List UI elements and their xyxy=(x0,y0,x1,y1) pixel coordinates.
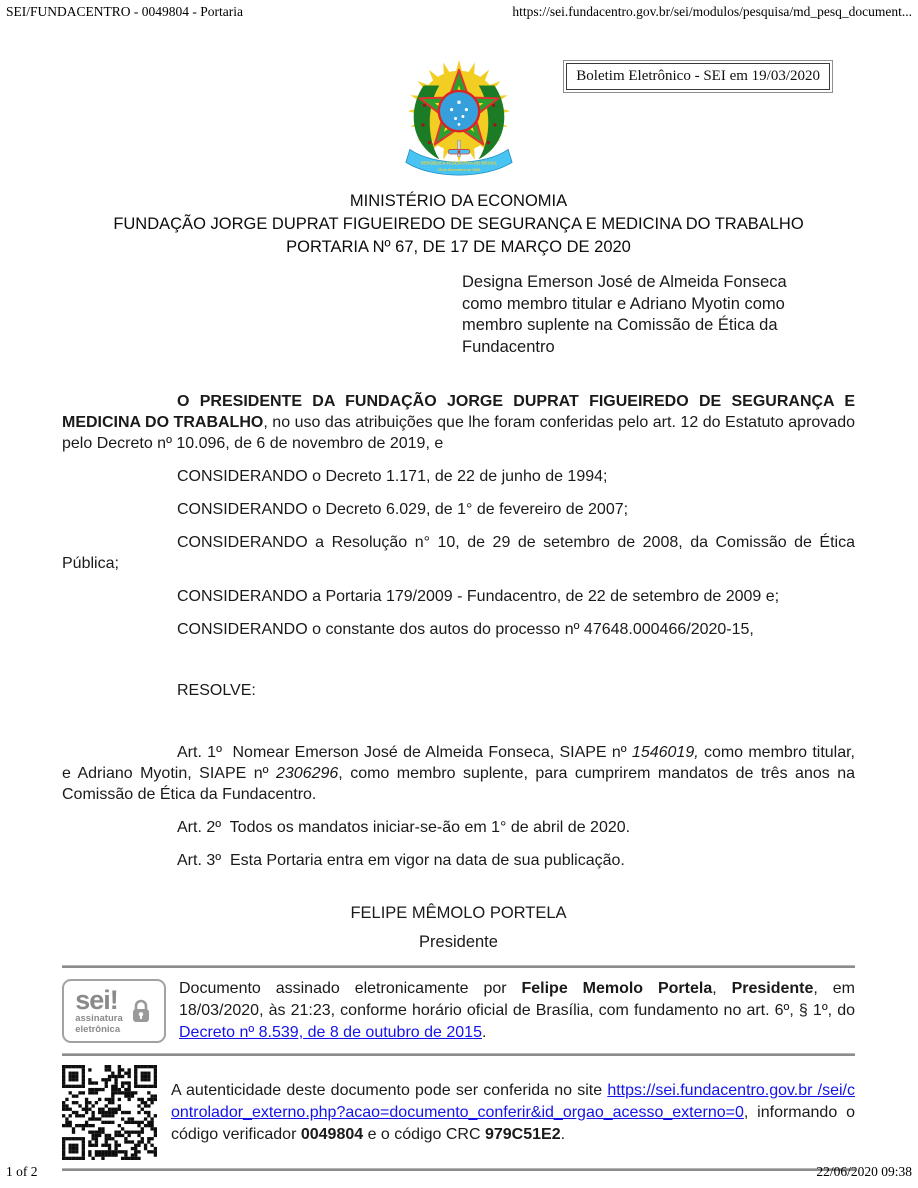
browser-print-header xyxy=(6,4,912,20)
text-run: . xyxy=(560,1125,566,1143)
sei-logo-sub1: assinatura xyxy=(75,1013,123,1024)
qr-code-icon xyxy=(62,1065,157,1160)
signatory-role: Presidente xyxy=(419,933,498,951)
resolve-line: RESOLVE: xyxy=(177,682,256,699)
text-run: , em 18/03/2020, às 21:23, conforme horário oficial de Brasília, com fundamento no art. 6º, § 1º, do xyxy=(179,980,855,1019)
text-run: . xyxy=(481,1024,487,1041)
print-header-title: SEI/FUNDACENTRO - 0049804 - Portaria xyxy=(6,4,243,19)
article-3: Art. 3º Esta Portaria entra em vigor na data de sua publicação. xyxy=(177,852,625,869)
text-run: 0049804 xyxy=(300,1125,364,1143)
text-run: Art. 1º Nomear Emerson José de Almeida Fonseca, SIAPE nº xyxy=(177,744,632,761)
svg-text:15 de Novembro de 1889: 15 de Novembro de 1889 xyxy=(437,168,480,173)
article-2: Art. 2º Todos os mandatos iniciar-se-ão em 1° de abril de 2020. xyxy=(177,819,631,836)
document-link[interactable]: https://sei.fundacentro.gov.br xyxy=(607,1081,818,1099)
document-header-row xyxy=(62,54,855,188)
ministry-line: MINISTÉRIO DA ECONOMIA xyxy=(349,192,568,210)
text-run: Presidente xyxy=(731,980,814,997)
consideration-3: CONSIDERANDO a Resolução n° 10, de 29 de setembro de 2008, da Comissão de Ética Pública; xyxy=(62,534,855,572)
text-run: , como membro suplente, para cumprirem mandatos de três anos na Comissão de Ética da Fundacentro. xyxy=(62,765,856,803)
text-run: como membro titular, e Adriano Myotin, SIAPE nº xyxy=(62,744,856,782)
print-header-url: https://sei.fundacentro.gov.br/sei/modulos/pesquisa/md_pesq_document... xyxy=(512,4,912,19)
browser-print-footer xyxy=(6,1164,912,1180)
print-timestamp: 22/06/2020 09:38 xyxy=(816,1164,912,1179)
text-run: O PRESIDENTE DA FUNDAÇÃO JORGE DUPRAT FIGUEIREDO DE SEGURANÇA E MEDICINA DO TRABALHO xyxy=(62,393,855,431)
document-summary: Designa Emerson José de Almeida Fonseca como membro titular e Adriano Myotin como membro suplente na Comissão de Ética da Fundacentro xyxy=(462,273,787,356)
document-body xyxy=(62,391,855,871)
document-title: PORTARIA Nº 67, DE 17 DE MARÇO DE 2020 xyxy=(286,238,631,256)
org-header xyxy=(62,190,855,259)
svg-text:REPÚBLICA FEDERATIVA DO BRASIL: REPÚBLICA FEDERATIVA DO BRASIL xyxy=(420,160,497,166)
article-1 xyxy=(62,742,855,805)
authenticity-block xyxy=(62,1056,855,1168)
electronic-signature-block xyxy=(62,968,855,1053)
text-run: 2306296 xyxy=(275,765,339,782)
signatory-name: FELIPE MÊMOLO PORTELA xyxy=(350,904,567,922)
sei-logo-sub2: eletrônica xyxy=(75,1023,121,1035)
padlock-icon xyxy=(129,997,153,1025)
consideration-2: CONSIDERANDO o Decreto 6.029, de 1° de fevereiro de 2007; xyxy=(177,501,629,518)
authenticity-statement xyxy=(171,1080,855,1146)
document-link[interactable]: Decreto nº 8.539, de 8 de outubro de 2015 xyxy=(179,1024,482,1041)
text-run: , informando o código verificador xyxy=(171,1103,855,1143)
bulletin-label: Boletim Eletrônico - SEI em 19/03/2020 xyxy=(566,63,830,90)
bulletin-badge xyxy=(563,60,833,93)
foundation-line: FUNDAÇÃO JORGE DUPRAT FIGUEIREDO DE SEGURANÇA E MEDICINA DO TRABALHO xyxy=(113,215,804,233)
signature-statement xyxy=(179,978,855,1044)
text-run: 979C51E2 xyxy=(484,1125,561,1143)
text-run: , xyxy=(712,980,732,997)
text-run: , no uso das atribuições que lhe foram conferidas pelo art. 12 do Estatuto aprovado pelo Decreto nº 10.096, de 6 de novembro de 2019, e xyxy=(62,414,856,452)
consideration-1: CONSIDERANDO o Decreto 1.171, de 22 de junho de 1994; xyxy=(177,468,608,485)
sei-logo xyxy=(75,987,123,1035)
text-run: e o código CRC xyxy=(363,1125,485,1143)
text-run: Documento assinado eletronicamente por xyxy=(179,980,522,997)
brazil-coat-of-arms xyxy=(400,54,518,180)
sei-logo-word: sei! xyxy=(75,985,118,1015)
sei-signature-stamp xyxy=(62,979,166,1043)
consideration-4: CONSIDERANDO a Portaria 179/2009 - Fundacentro, de 22 de setembro de 2009 e; xyxy=(177,588,780,605)
document-link[interactable]: /sei/controlador_externo.php?acao=documento_conferir&id_orgao_acesso_externo=0 xyxy=(171,1081,855,1121)
document-content xyxy=(62,54,855,1171)
page-number: 1 of 2 xyxy=(6,1164,38,1179)
text-run: Felipe Memolo Portela xyxy=(521,980,713,997)
text-run: 1546019, xyxy=(631,744,699,761)
preamble-paragraph xyxy=(62,391,855,454)
text-run: A autenticidade deste documento pode ser conferida no site xyxy=(171,1081,608,1099)
consideration-5: CONSIDERANDO o constante dos autos do processo nº 47648.000466/2020-15, xyxy=(177,621,754,638)
